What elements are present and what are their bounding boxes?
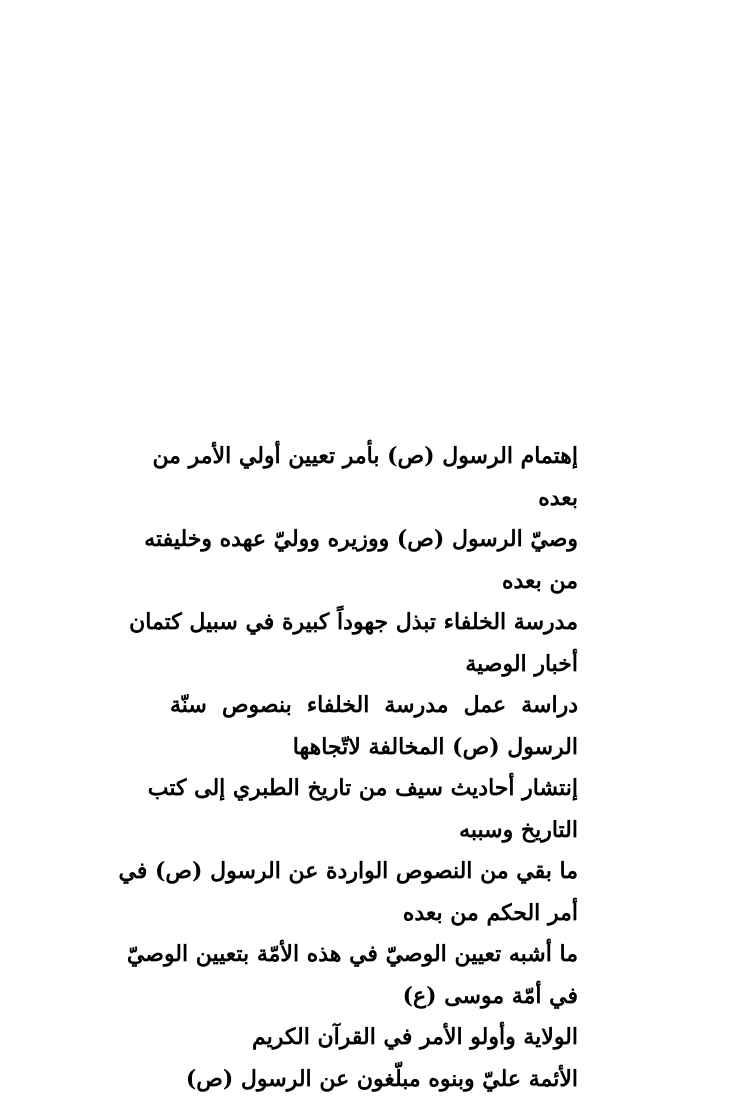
- toc-entry-line: الرسول (ص) المخالفة لاتّجاهها: [292, 733, 578, 760]
- toc-entry-line: بعده: [538, 484, 578, 511]
- table-of-contents: [118, 436, 578, 1100]
- toc-entry-line: أخبار الوصية: [465, 650, 578, 677]
- toc-entry: [152, 436, 578, 519]
- toc-entry-line: ما أشبه تعيين الوصيّ في هذه الأمّة بتعيين الوصيّ: [126, 941, 578, 967]
- toc-entry: [144, 519, 578, 602]
- toc-entry-line: إنتشار أحاديث سيف من تاريخ الطبري إلى كتب: [147, 775, 578, 801]
- toc-entry: [170, 1017, 578, 1059]
- toc-entry: [170, 685, 578, 768]
- toc-entry-line: من بعده: [501, 567, 578, 594]
- toc-entry-line: التاريخ وسببه: [459, 816, 578, 843]
- toc-entry: [118, 851, 578, 934]
- toc-entry-line: ما بقي من النصوص الواردة عن الرسول (ص) في: [118, 858, 578, 884]
- toc-entry: [170, 1059, 578, 1101]
- toc-entry-line: في أمّة موسى (ع): [402, 982, 578, 1009]
- toc-entry: [129, 602, 578, 685]
- toc-entry-line: دراسة عمل مدرسة الخلفاء بنصوص سنّة: [170, 692, 578, 718]
- toc-entry-line: الولاية وأولو الأمر في القرآن الكريم: [251, 1024, 578, 1050]
- toc-entry-line: الأئمة عليّ وبنوه مبلّغون عن الرسول (ص): [185, 1065, 578, 1092]
- toc-entry-line: أمر الحكم من بعده: [402, 899, 578, 926]
- toc-entry: [147, 768, 578, 851]
- toc-entry-line: مدرسة الخلفاء تبذل جهوداً كبيرة في سبيل كتمان: [129, 609, 578, 635]
- toc-entry-line: وصيّ الرسول (ص) ووزيره ووليّ عهده وخليفته: [144, 526, 578, 552]
- toc-entry: [126, 934, 578, 1017]
- toc-entry-line: إهتمام الرسول (ص) بأمر تعيين أولي الأمر من: [152, 443, 578, 469]
